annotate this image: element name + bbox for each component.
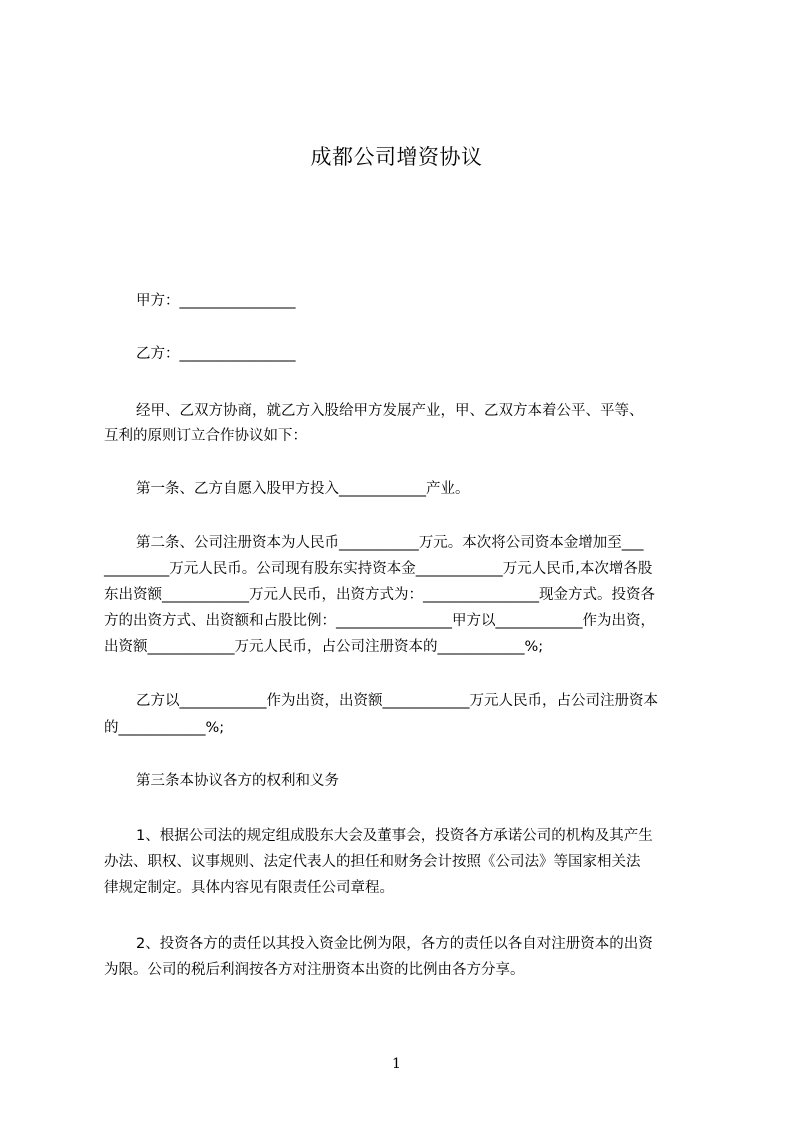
clause1-line-1: 1、根据公司法的规定组成股东大会及董事会，投资各方承诺公司的机构及其产生: [136, 828, 653, 844]
intro-line-2: 互利的原则订立合作协议如下：: [104, 428, 307, 444]
page-number: 1: [392, 1056, 401, 1072]
article2-line-3: 东出资额____________万元人民币，出资方式为：________________现金方式。投资各: [104, 587, 655, 603]
article2b-line-2: 的____________%;: [104, 720, 225, 736]
party-a-line: 甲方：________________: [136, 293, 296, 309]
clause2-line-1: 2、投资各方的责任以其投入资金比例为限，各方的责任以各自对注册资本的出资: [136, 936, 653, 952]
clause2-line-2: 为限。公司的税后利润按各方对注册资本出资的比例由各方分享。: [104, 962, 525, 978]
article2-line-5: 出资额____________万元人民币，占公司注册资本的____________%;: [104, 639, 544, 655]
article3-heading: 第三条本协议各方的权利和义务: [136, 773, 339, 789]
article2b-line-1: 乙方以____________作为出资，出资额____________万元人民币，占公司注册资本: [136, 693, 658, 709]
clause1-line-2: 办法、职权、议事规则、法定代表人的担任和财务会计按照《公司法》等国家相关法: [104, 854, 641, 870]
article1-line: 第一条、乙方自愿入股甲方投入____________产业。: [136, 481, 470, 497]
article2-line-1: 第二条、公司注册资本为人民币___________万元。本次将公司资本金增加至___: [136, 535, 644, 551]
article2-line-4: 方的出资方式、出资额和占股比例：________________甲方以____________作为出资，: [104, 613, 655, 629]
clause1-line-3: 律规定制定。具体内容见有限责任公司章程。: [104, 880, 394, 896]
party-b-line: 乙方：________________: [136, 346, 296, 362]
article2-line-2: _________万元人民币。公司现有股东实持资本金____________万元人民币,本次增各股: [104, 561, 653, 577]
document-title: 成都公司增资协议: [310, 145, 483, 169]
intro-line-1: 经甲、乙双方协商，就乙方入股给甲方发展产业，甲、乙双方本着公平、平等、: [136, 403, 644, 419]
